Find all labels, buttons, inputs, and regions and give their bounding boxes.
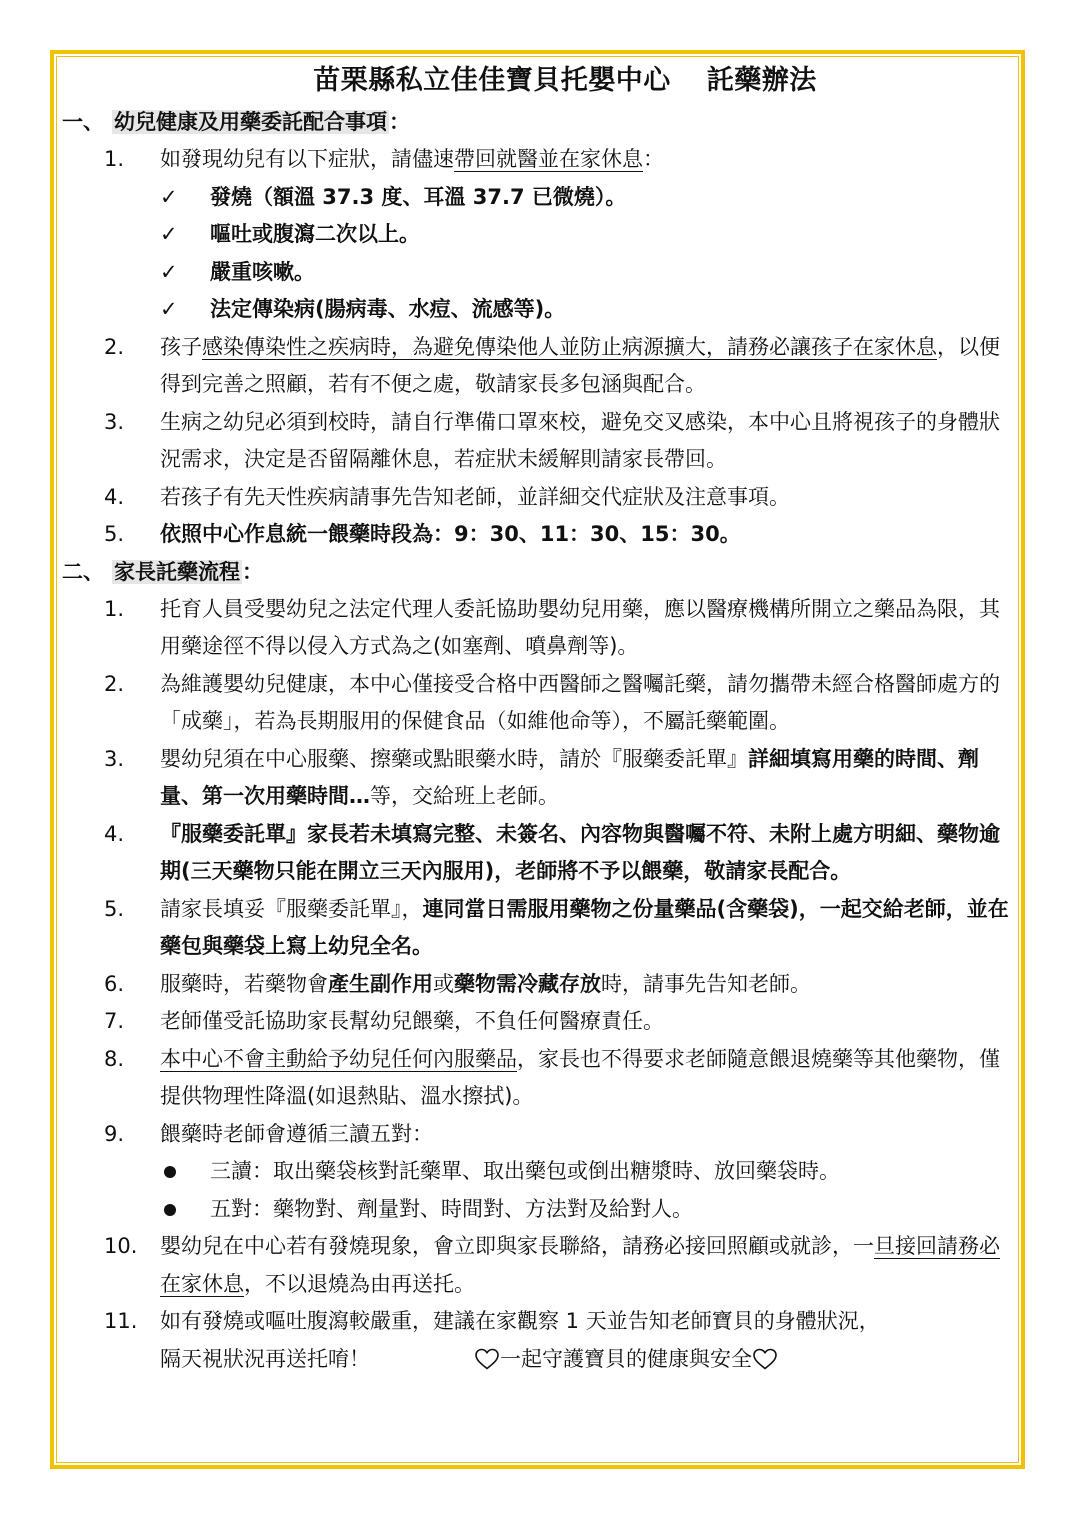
s2-item-10-underlined: 旦接回請務必在家休息: [160, 1234, 1000, 1296]
check-icon: ✓: [160, 259, 178, 284]
s2-item-11-number: 11.: [104, 1309, 138, 1333]
s1-item-2-underlined-2: 家休息: [874, 334, 937, 359]
s2-item-4-number: 4.: [104, 821, 125, 846]
section-1-number: 一、: [62, 110, 104, 134]
s2-item-9-number: 9.: [104, 1121, 125, 1146]
bullet-dot-icon: [164, 1166, 176, 1178]
s2-item-9: [60, 1116, 1016, 1154]
s2-item-5: [60, 891, 1016, 966]
section-2-number: 二、: [62, 559, 104, 584]
check-item-3: [60, 254, 1016, 292]
s1-item-1: [60, 141, 1016, 179]
s1-item-2: [60, 329, 1016, 404]
section-2-heading: [60, 554, 1016, 591]
s2-item-2: [60, 666, 1016, 741]
bullet-item-2: [60, 1191, 1016, 1229]
document-body: [60, 58, 1016, 1458]
s2-item-6-post: 時，請事先告知老師。: [601, 971, 811, 996]
closing-slogan: 一起守護寶貝的健康與安全: [500, 1346, 752, 1371]
s1-item-2-post: ，以便得到完善之照顧，若有不便之處，敬請家長多包涵與配合。: [160, 334, 1000, 396]
check-item-1: [60, 179, 1016, 217]
s1-item-2-pre: 孩子: [160, 334, 202, 359]
section-2-title: 家長託藥流程: [114, 559, 240, 584]
s2-item-6-mid: 或: [433, 971, 454, 996]
bullet-item-text: 五對：藥物對、劑量對、時間對、方法對及給對人。: [210, 1196, 693, 1221]
s1-item-2-number: 2.: [104, 334, 125, 359]
s2-item-7-number: 7.: [104, 1009, 125, 1033]
s2-item-5-number: 5.: [104, 896, 125, 921]
s2-item-10-number: 10.: [104, 1234, 138, 1258]
s1-item-5-number: 5.: [104, 522, 125, 546]
check-item-4: [60, 291, 1016, 329]
title-doc: 託藥辦法: [706, 65, 817, 96]
s2-item-1-number: 1.: [104, 596, 125, 621]
check-icon: ✓: [160, 222, 178, 246]
check-icon: ✓: [160, 184, 178, 209]
check-icon: ✓: [160, 297, 178, 321]
section-1-title: 幼兒健康及用藥委託配合事項: [114, 110, 387, 134]
s2-item-1: [60, 591, 1016, 666]
s2-item-10: [60, 1228, 1016, 1303]
section-2-colon: ：: [242, 559, 263, 584]
s1-item-1-post: ：: [643, 147, 664, 171]
s1-item-1-underlined: 帶回就醫並在家休息: [454, 147, 643, 171]
s2-item-8-underlined: 本中心不會主動給予幼兒任何內服藥品: [160, 1046, 517, 1071]
s1-item-3-number: 3.: [104, 409, 125, 434]
check-item-text: 嚴重咳嗽。: [210, 259, 315, 284]
s2-item-7: [60, 1003, 1016, 1041]
s2-item-1-text: 托育人員受嬰幼兒之法定代理人委託協助嬰幼兒用藥，應以醫療機構所開立之藥品為限，其用藥途徑不得以侵入方式為之(如塞劑、噴鼻劑等)。: [160, 596, 1000, 658]
s2-item-5-bold: 連同當日需服用藥物之份量藥品(含藥袋)，一起交給老師，並在藥包與藥袋上寫上幼兒全名。: [160, 896, 1009, 958]
heart-outline-icon: [474, 1347, 500, 1371]
s2-item-3-number: 3.: [104, 746, 125, 771]
s2-item-8-number: 8.: [104, 1046, 125, 1071]
s2-item-10-pre: 嬰幼兒在中心若有發燒現象，會立即與家長聯絡，請務必接回照顧或就診，一: [160, 1234, 874, 1258]
s2-item-11-text-1: 如有發燒或嘔吐腹瀉較嚴重，建議在家觀察 1 天並告知老師寶貝的身體狀況，: [160, 1309, 880, 1333]
s2-item-8: [60, 1041, 1016, 1116]
check-item-text: 法定傳染病(腸病毒、水痘、流感等)。: [210, 297, 566, 321]
section-1-heading: [60, 104, 1016, 141]
s2-item-10-post: ，不以退燒為由再送托。: [244, 1271, 475, 1296]
s2-item-6-number: 6.: [104, 971, 125, 996]
s1-item-5-text: 依照中心作息統一餵藥時段為：9：30、11：30、15：30。: [160, 522, 741, 546]
s2-item-6-bold-2: 藥物需冷藏存放: [454, 971, 601, 996]
title-school: 苗栗縣私立佳佳寶貝托嬰中心: [313, 65, 671, 96]
section-1-colon: ：: [389, 110, 410, 134]
s2-item-3: [60, 741, 1016, 816]
s2-item-3-bold: 詳細填寫用藥的時間、劑量、第一次用藥時間…: [160, 746, 979, 808]
s1-item-3: [60, 404, 1016, 479]
s2-item-11-text-2: 隔天視狀況再送托唷！: [160, 1346, 370, 1371]
s1-item-1-number: 1.: [104, 147, 125, 171]
s1-item-3-text: 生病之幼兒必須到校時，請自行準備口罩來校，避免交叉感染，本中心且將視孩子的身體狀況需求，決定是否留隔離休息，若症狀未緩解則請家長帶回。: [160, 409, 1000, 471]
s2-item-6-pre: 服藥時，若藥物會: [160, 971, 328, 996]
check-item-2: [60, 216, 1016, 254]
s2-item-9-text: 餵藥時老師會遵循三讀五對：: [160, 1121, 433, 1146]
bullet-item-text: 三讀：取出藥袋核對託藥單、取出藥包或倒出糖漿時、放回藥袋時。: [210, 1159, 840, 1183]
page-title: [114, 58, 1016, 104]
s2-item-8-post: ，家長也不得要求老師隨意餵退燒藥等其他藥物，僅提供物理性降溫(如退熱貼、溫水擦拭)。: [160, 1046, 1000, 1108]
s1-item-1-text: 如發現幼兒有以下症狀，請儘速: [160, 147, 454, 171]
s2-item-5-pre: 請家長填妥『服藥委託單』，: [160, 896, 423, 921]
s2-item-6-bold-1: 產生副作用: [328, 971, 433, 996]
s2-item-6: [60, 966, 1016, 1004]
s2-item-3-pre: 嬰幼兒須在中心服藥、擦藥或點眼藥水時，請於『服藥委託單』: [160, 746, 748, 771]
s1-item-4-number: 4.: [104, 484, 125, 509]
s2-item-4-text: 『服藥委託單』家長若未填寫完整、未簽名、內容物與醫囑不符、未附上處方明細、藥物逾期(三天藥物只能在開立三天內服用)，老師將不予以餵藥，敬請家長配合。: [160, 821, 1000, 883]
s2-item-11: [60, 1303, 1016, 1378]
check-item-text: 嘔吐或腹瀉二次以上。: [210, 222, 420, 246]
s2-item-3-post: 等，交給班上老師。: [370, 784, 559, 808]
s1-item-2-underlined-1: 感染傳染性之疾病時，為避免傳染他人並防止病源擴大，請務必讓孩子在: [202, 334, 874, 359]
s1-item-4-text: 若孩子有先天性疾病請事先告知老師，並詳細交代症狀及注意事項。: [160, 484, 790, 509]
bullet-dot-icon: [164, 1204, 176, 1216]
heart-outline-icon: [752, 1347, 778, 1371]
s2-item-7-text: 老師僅受託協助家長幫幼兒餵藥，不負任何醫療責任。: [160, 1009, 664, 1033]
bullet-item-1: [60, 1153, 1016, 1191]
s2-item-2-number: 2.: [104, 671, 125, 696]
s1-item-4: [60, 479, 1016, 517]
s1-item-5: [60, 516, 1016, 554]
s2-item-4: [60, 816, 1016, 891]
check-item-text: 發燒（額溫 37.3 度、耳溫 37.7 已微燒）。: [210, 184, 627, 209]
s2-item-2-text: 為維護嬰幼兒健康，本中心僅接受合格中西醫師之醫囑託藥，請勿攜帶未經合格醫師處方的「成藥」，若為長期服用的保健食品（如維他命等），不屬託藥範圍。: [160, 671, 1000, 733]
